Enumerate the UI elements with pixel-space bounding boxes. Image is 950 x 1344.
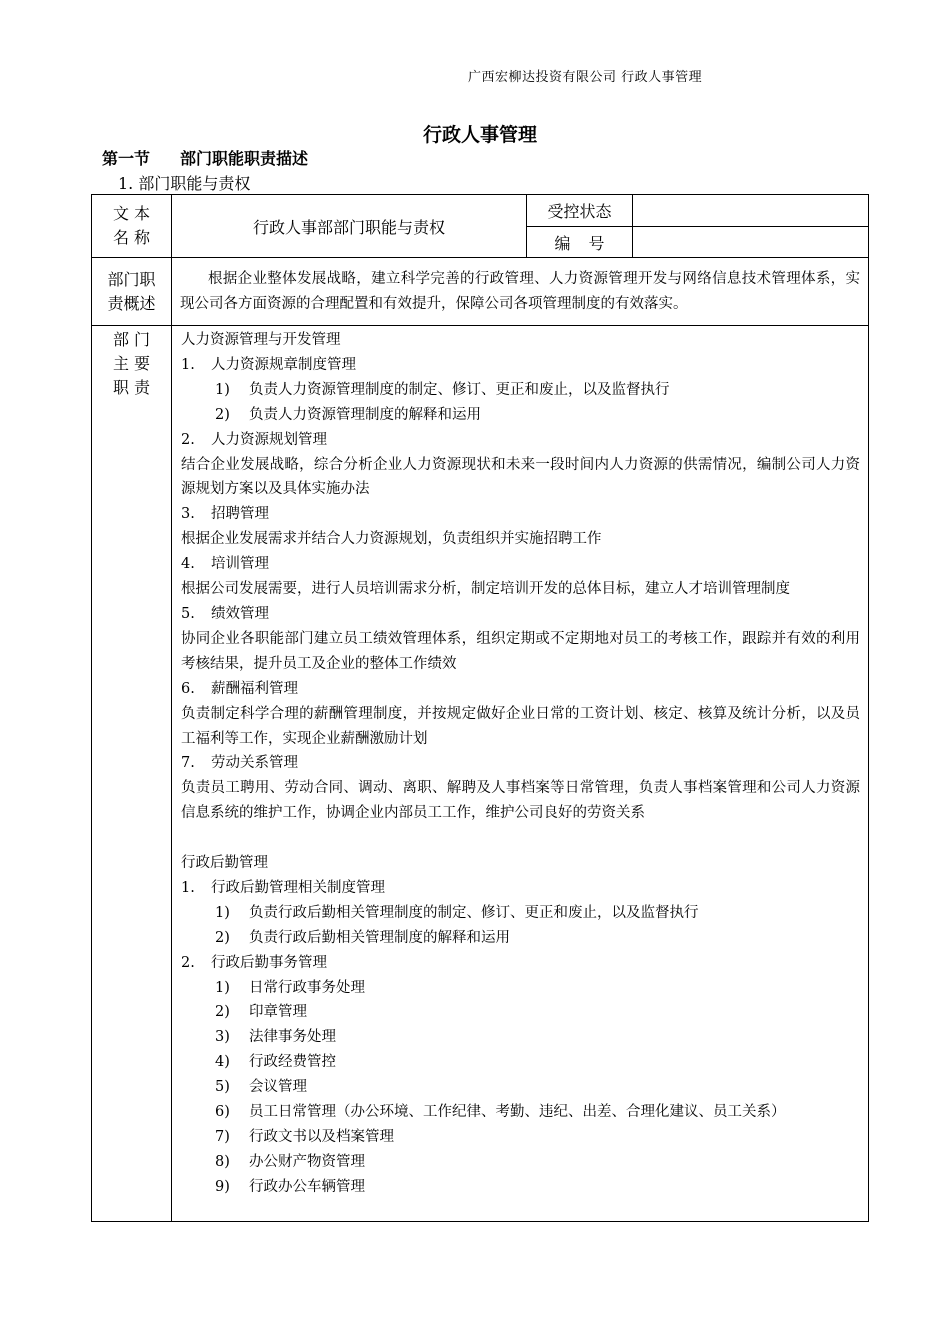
document-title: 行政人事管理 xyxy=(422,124,537,146)
list-item xyxy=(181,378,860,403)
admin-item-1-title: 行政后勤管理相关制度管理 xyxy=(211,879,385,896)
overview-text: 根据企业整体发展战略，建立科学完善的行政管理、人力资源管理开发与网络信息技术管理体系，实现公司各方面资源的合理配置和有效提升，保障公司各项管理制度的有效落实。 xyxy=(172,258,869,326)
hr-item-6-text: 负责制定科学合理的薪酬管理制度，并按规定做好企业日常的工资计划、核定、核算及统计分析，以及员工福利等工作，实现企业薪酬激励计划 xyxy=(181,705,860,747)
list-item-text: 会议管理 xyxy=(249,1079,307,1096)
hr-item-4-number: 4. xyxy=(181,556,195,573)
duties-label-line1: 部 门 xyxy=(112,330,151,349)
page-header: 广西宏柳达投资有限公司 行政人事管理 xyxy=(468,70,703,85)
subsection-heading: 1. 部门职能与责权 xyxy=(118,174,251,193)
list-item-number: 8) xyxy=(215,1153,230,1170)
doc-name-label xyxy=(92,195,172,258)
section-number: 第一节 xyxy=(102,149,151,168)
hr-item-6-title: 薪酬福利管理 xyxy=(211,680,298,697)
hr-item-5-heading xyxy=(181,602,860,627)
number-value xyxy=(633,227,869,258)
doc-name-value: 行政人事部部门职能与责权 xyxy=(172,195,527,258)
hr-item-5-number: 5. xyxy=(181,605,195,622)
hr-item-1-title: 人力资源规章制度管理 xyxy=(211,356,356,373)
hr-item-2-title: 人力资源规划管理 xyxy=(211,431,327,448)
hr-item-2-text: 结合企业发展战略，综合分析企业人力资源现状和未来一段时间内人力资源的供需情况，编制公司人力资源规划方案以及具体实施办法 xyxy=(181,456,860,498)
list-item xyxy=(181,1025,860,1050)
admin-item-2-heading xyxy=(181,951,860,976)
list-item-text: 负责行政后勤相关管理制度的制定、修订、更正和废止，以及监督执行 xyxy=(249,904,699,921)
list-item-number: 1) xyxy=(215,904,230,921)
hr-item-4-heading xyxy=(181,552,860,577)
hr-item-3-title: 招聘管理 xyxy=(211,506,269,523)
admin-item-2-number: 2. xyxy=(181,954,195,971)
list-item xyxy=(181,1000,860,1025)
section-name: 部门职能职责描述 xyxy=(180,149,309,168)
hr-item-7-text: 负责员工聘用、劳动合同、调动、离职、解聘及人事档案等日常管理，负责人事档案管理和公司人力资源信息系统的维护工作，协调企业内部员工工作，维护公司良好的劳资关系 xyxy=(181,780,860,822)
hr-item-7-title: 劳动关系管理 xyxy=(211,755,298,772)
section-heading xyxy=(102,146,308,169)
list-item xyxy=(181,1150,860,1175)
list-item-number: 3) xyxy=(215,1029,230,1046)
list-item-text: 办公财产物资管理 xyxy=(249,1153,365,1170)
control-status-label: 受控状态 xyxy=(527,195,633,227)
overview-label xyxy=(92,258,172,326)
list-item xyxy=(181,1050,860,1075)
number-label: 编号 xyxy=(527,227,633,258)
list-item-text: 负责人力资源管理制度的制定、修订、更正和废止，以及监督执行 xyxy=(249,381,670,398)
duties-label-line3: 职 责 xyxy=(112,378,151,397)
department-duties-table xyxy=(91,194,869,1222)
hr-item-6-heading xyxy=(181,677,860,702)
hr-item-3-heading xyxy=(181,502,860,527)
list-item xyxy=(181,1125,860,1150)
list-item-text: 员工日常管理（办公环境、工作纪律、考勤、违纪、出差、合理化建议、员工关系） xyxy=(249,1104,786,1121)
list-item xyxy=(181,901,860,926)
list-item-text: 负责人力资源管理制度的解释和运用 xyxy=(249,406,481,423)
list-item xyxy=(181,1075,860,1100)
hr-section-title: 人力资源管理与开发管理 xyxy=(181,332,341,348)
list-item-text: 负责行政后勤相关管理制度的解释和运用 xyxy=(249,929,510,946)
hr-item-6-number: 6. xyxy=(181,680,195,697)
list-item-number: 9) xyxy=(215,1178,230,1195)
hr-item-4-text: 根据公司发展需要，进行人员培训需求分析，制定培训开发的总体目标，建立人才培训管理制度 xyxy=(181,581,790,598)
list-item-number: 2) xyxy=(215,929,230,946)
list-item xyxy=(181,976,860,1001)
list-item-text: 印章管理 xyxy=(249,1004,307,1021)
list-item xyxy=(181,403,860,428)
list-item-text: 行政文书以及档案管理 xyxy=(249,1128,394,1145)
list-item-number: 2) xyxy=(215,1004,230,1021)
admin-item-2-title: 行政后勤事务管理 xyxy=(211,954,327,971)
list-item xyxy=(181,926,860,951)
list-item xyxy=(181,1100,860,1125)
control-status-value xyxy=(633,195,869,227)
admin-section-title: 行政后勤管理 xyxy=(181,855,268,872)
hr-item-2-number: 2. xyxy=(181,431,195,448)
hr-item-5-text: 协同企业各职能部门建立员工绩效管理体系，组织定期或不定期地对员工的考核工作，跟踪并有效的利用考核结果，提升员工及企业的整体工作绩效 xyxy=(181,630,860,672)
hr-item-1-number: 1. xyxy=(181,356,195,373)
duties-content xyxy=(172,326,869,1222)
list-item-text: 行政办公车辆管理 xyxy=(249,1178,365,1195)
hr-item-2-heading xyxy=(181,428,860,453)
list-item-number: 1) xyxy=(215,381,230,398)
admin-item-1-heading xyxy=(181,876,860,901)
list-item-number: 5) xyxy=(215,1079,230,1096)
spacer xyxy=(181,826,860,851)
duties-label xyxy=(92,326,172,1222)
hr-item-3-text: 根据企业发展需求并结合人力资源规划，负责组织并实施招聘工作 xyxy=(181,531,602,548)
list-item-number: 7) xyxy=(215,1128,230,1145)
admin-item-1-number: 1. xyxy=(181,879,195,896)
hr-item-7-number: 7. xyxy=(181,755,195,772)
duties-label-line2: 主 要 xyxy=(112,354,151,373)
list-item-number: 4) xyxy=(215,1054,230,1071)
hr-item-3-number: 3. xyxy=(181,506,195,523)
hr-item-5-title: 绩效管理 xyxy=(211,605,269,622)
hr-item-4-title: 培训管理 xyxy=(211,556,269,573)
overview-label-line2: 责概述 xyxy=(107,293,156,313)
list-item-number: 1) xyxy=(215,979,230,996)
overview-label-line1: 部门职 xyxy=(107,269,156,289)
list-item-text: 行政经费管控 xyxy=(249,1054,336,1071)
list-item-text: 日常行政事务处理 xyxy=(249,979,365,996)
list-item-number: 6) xyxy=(215,1104,230,1121)
hr-item-1-heading xyxy=(181,353,860,378)
list-item xyxy=(181,1175,860,1200)
doc-name-label-line1: 文 本 xyxy=(112,204,151,223)
doc-name-label-line2: 名 称 xyxy=(112,228,151,247)
hr-item-7-heading xyxy=(181,751,860,776)
list-item-number: 2) xyxy=(215,406,230,423)
list-item-text: 法律事务处理 xyxy=(249,1029,336,1046)
